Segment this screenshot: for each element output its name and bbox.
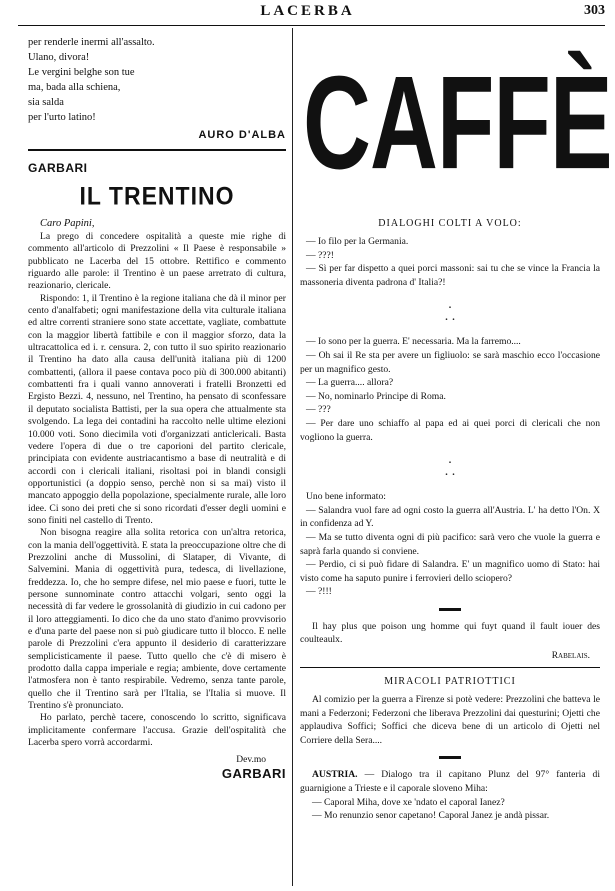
article-signature: GARBARI (221, 766, 286, 782)
dialogue-line: — Io filo per la Germania. (306, 236, 409, 247)
dialogue-line: — Per dare uno schiaffo al papa ed ai quei porci di clericali che non vogliono la guerra. (300, 417, 600, 443)
paragraph: Rispondo: 1, il Trentino è la regione italiana che dà il minor per cento d'analfabeti; ogni manifestazione della vita culturale italiana ed altre correnti straniere sono state accettate, vagliate, combattute con la maggior libertà fattibile e con il maggior sforzo, data la ultracattolica ed i. r. censura. 2, con tutto il suo spirito reazionario il Trentino ha dato alla causa dell'unità italiana più di 1200 combattenti, (allora il paese contava poco più di 300.000 abitanti) combattenti fra i quali vanno annoverati i fratelli Bronzetti ed Ergisto Bezzi. 4, nessuno, nel Trentino, ha pensato di sconfessare il deputato socialista Battisti, per la sua opera che attualmente sta svolgendo. La lega dei contadini ha raccolto nelle ultime elezioni 10.000 voti. Sono diecimila voti d'organizzati anticlericali. Basta vedere l'opera di due o tre caporioni del partito clericale, principiata con evidente austriacantismo a base di neutralità e di accordi con i clericali italiani, risoltasi poi in blandi consigli opportunistici (a doppio senso, perchè non si sa mai) visto il mancato appoggio della popolazione, specialmente rurale, alle loro idee. Ci sono dei preti che si sono ricordati d'esser degli uomini e sono finiti nel castello di Trento. (28, 292, 286, 526)
section-heading: MIRACOLI PATRIOTTICI (384, 676, 516, 688)
dots-divider: . . . (444, 297, 456, 325)
poem-line: Le vergini belghe son tue (28, 67, 135, 78)
dialogue-line: — Salandra vuol fare ad ogni costo la guerra all'Austria. L' ha detto l'On. X in confidenza ad Y. (300, 504, 600, 530)
poem-line: Ulano, divora! (28, 52, 90, 63)
page-header (0, 0, 615, 22)
austria-head: AUSTRIA. (312, 769, 358, 781)
article-body (28, 231, 286, 749)
dialogue-group (300, 235, 600, 289)
section-rule (28, 149, 286, 151)
quote-text: Il hay plus que poison ung homme qui fuyt quand il fault iouer des coulteaulx. (300, 620, 600, 646)
poem (28, 35, 286, 125)
dialogue-line: — Sì per far dispetto a quei porci massoni: sai tu che se vince la Francia la massoneria diventa padrona d' Italia?! (300, 263, 600, 288)
dialogue-line: — Mo renunzio senor capetano! Caporal Janez je andà pissar. (312, 810, 550, 822)
page-number: 303 (584, 3, 605, 18)
quote (300, 620, 600, 647)
section-rule (300, 667, 600, 668)
dialogue-group (300, 490, 600, 599)
salutation: Caro Papini, (40, 218, 95, 229)
austria-intro (300, 768, 600, 795)
dialogue-line: — ?!!! (306, 586, 332, 598)
quote-author: Rabelais. (551, 651, 590, 662)
dialogue-line: — No, nominarlo Principe di Roma. (306, 390, 446, 402)
paragraph: Ho parlato, perchè tacere, conoscendo lo scritto, significava implicitamente confermare l'accusa. Grazie dell'ospitalità che Lacerba spero vorrà accordarmi. (28, 712, 286, 749)
bar-divider (439, 608, 461, 611)
poem-line: ma, bada alla schiena, (28, 82, 121, 93)
poem-line: sia salda (28, 97, 64, 108)
dialogue-line: — ??? (306, 404, 331, 416)
dialogue-line: — Perdio, ci si può fidare di Salandra. E' un magnifico uomo di Stato: hai visto come ha saputo punire i ferrovieri dello sciopero? (300, 559, 600, 584)
miracoli-text: Al comizio per la guerra a Firenze si potè vedere: Prezzolini che batteva le mani a Federzoni; Federzoni che liberava Prezzolini dai questurini; Ojetti che applaudiva Soffici; Soffici che diceva bene di un articolo di Ojetti nel Corriere della Sera.... (300, 694, 600, 746)
closing: Dev.mo (236, 755, 266, 766)
paragraph: La prego di concedere ospitalità a queste mie righe di commento all'articolo di Prezzolini « Il Paese è responsabile » pubblicato ne Lacerba del 15 ottobre. Rettifico e commento riguardo alle parole: il Trentino è un paese arretrato di cultura, reazionario, clericale. (28, 231, 286, 292)
poem-signature: AURO D'ALBA (198, 129, 286, 141)
dialogue-line: — La guerra.... allora? (306, 377, 394, 389)
article-title: IL TRENTINO (79, 181, 235, 211)
poem-line: per l'urto latino! (28, 112, 96, 123)
dots-divider: . . . (444, 452, 456, 480)
dialogue-line: — Io sono per la guerra. E' necessaria. Ma la farremo.... (306, 336, 521, 348)
big-title: CAFFÈ (303, 49, 612, 198)
bar-divider (439, 756, 461, 759)
column-divider (292, 28, 293, 886)
austria-block (300, 768, 600, 822)
paragraph: Non bisogna reagire alla solita retorica con un'altra retorica, con la mania dell'oggettività. E stata la preoccupazione oltre che di Prezzolini anche di Mussolini, di Slataper, di Vivante, di Salvemini. Mania di oggettività pura, tedesca, di livellazione, freddezza. Io, che ho sempre difese, nel mio paese e fuori, tutte le persone sunnominate contro attacchi volgari, sento oggi la necessità di far vedere le grossolanità di giudizio in cui cadono per il loro atteggiamenti. Io dico che da uno stato d'animo provvisorio e d'una parte del paese non si può giudicare tutto il blocco. E nelle parole di Prezzolini c'era appunto il desiderio di caratterizzare semplicisticamente il paese. Tutto quello che c'è di misero è prodotto dalla cappa imperiale e regia; ambiente, dove certamente l'atmosfera non è tanto respirabile. Vedremo, senza tante parole, quello che il Trentino sarà per l'Italia, se l'Italia si muove. Il Trentino s'è pronunciato. (28, 527, 286, 712)
dialogue-line: — Ma se tutto diventa ogni di più pacifico: sarà vero che vuole la guerra e saprà farla quando si conviene. (300, 531, 600, 557)
austria-text: — Dialogo tra il capitano Plunz del 97° fanteria di guarnigione a Trieste e il caporale sloveno Miha: (300, 769, 600, 795)
header-rule (18, 25, 605, 26)
dialogue-line: — Oh sai il Re sta per avere un figliuolo: se sarà maschio ecco l'occasione per un magnifico gesto. (300, 349, 600, 375)
dialogue-intro: Uno bene informato: (306, 491, 386, 503)
masthead: LACERBA (260, 3, 355, 19)
dialogue-line: — Caporal Miha, dove xe 'ndato el caporal Ianez? (312, 796, 505, 808)
left-column (28, 35, 286, 781)
dialogue-line: — ???! (306, 249, 334, 261)
section-heading: DIALOGHI COLTI A VOLO: (378, 218, 522, 229)
poem-line: per renderle inermi all'assalto. (28, 37, 155, 48)
dialogue-group (300, 335, 600, 444)
article-author: GARBARI (28, 161, 88, 175)
miracoli-text-block (300, 693, 600, 747)
right-column (300, 35, 612, 823)
